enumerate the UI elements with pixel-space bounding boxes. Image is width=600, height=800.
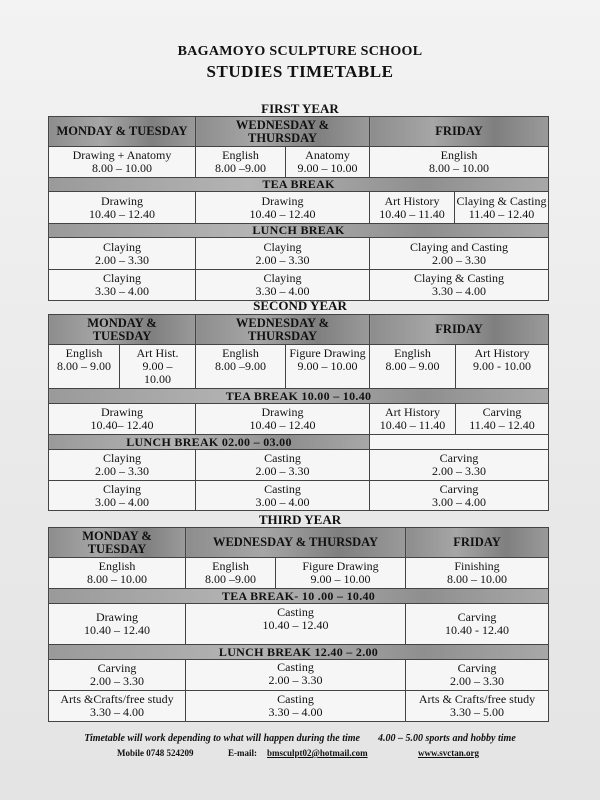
website-link: www.svctan.org <box>418 748 479 758</box>
header-friday: FRIDAY <box>406 528 549 558</box>
table-cell: Art Hist. 9.00 – 10.00 <box>120 345 196 389</box>
document-title: STUDIES TIMETABLE <box>206 62 394 81</box>
header-friday: FRIDAY <box>370 315 549 345</box>
table-cell: Carving 2.00 – 3.30 <box>370 450 549 481</box>
sports-time-note: 4.00 – 5.00 sports and hobby time <box>377 733 516 744</box>
table-cell: English 8.00 – 10.00 <box>49 558 186 589</box>
tea-break-banner: TEA BREAK <box>49 178 549 192</box>
timetable-note: Timetable will work depending to what will happen during the time <box>84 733 360 744</box>
footer-note <box>0 733 600 744</box>
lunch-break-banner: LUNCH BREAK 02.00 – 03.00 <box>49 435 370 450</box>
table-cell: Claying 3.00 – 4.00 <box>49 481 196 511</box>
mobile-number: Mobile 0748 524209 <box>117 748 194 758</box>
table-cell: Drawing 10.40 – 12.40 <box>196 404 370 435</box>
table-cell: Claying & Casting 3.30 – 4.00 <box>370 270 549 301</box>
header-wednesday-thursday: WEDNESDAY & THURSDAY <box>186 528 406 558</box>
table-cell: Drawing 10.40 – 12.40 <box>196 192 370 224</box>
table-cell: English 8.00 – 9.00 <box>370 345 456 389</box>
email-address: bmsculpt02@hotmail.com <box>267 748 368 758</box>
header-monday-tuesday: MONDAY & TUESDAY <box>49 528 186 558</box>
school-name: BAGAMOYO SCULPTURE SCHOOL <box>177 44 423 59</box>
table-cell: Arts &Crafts/free study 3.30 – 4.00 <box>49 691 186 722</box>
email-label: E-mail: <box>228 748 257 758</box>
table-cell: Art History 9.00 - 10.00 <box>456 345 549 389</box>
tea-break-banner: TEA BREAK- 10 .00 – 10.40 <box>49 589 549 604</box>
table-cell: English 8.00 –9.00 <box>186 558 276 589</box>
table-cell: Carving 3.00 – 4.00 <box>370 481 549 511</box>
table-cell: Casting 10.40 – 12.40 <box>186 604 406 645</box>
third-year-label: THIRD YEAR <box>258 512 342 527</box>
table-cell: Carving 10.40 - 12.40 <box>406 604 549 645</box>
second-year-label: SECOND YEAR <box>253 298 347 313</box>
third-year-table <box>48 527 549 722</box>
table-cell: Art History 10.40 – 11.40 <box>370 404 456 435</box>
table-cell: Finishing 8.00 – 10.00 <box>406 558 549 589</box>
table-cell: Claying 3.30 – 4.00 <box>49 270 196 301</box>
lunch-break-banner: LUNCH BREAK 12.40 – 2.00 <box>49 645 549 660</box>
table-cell: Carving 2.00 – 3.30 <box>406 660 549 691</box>
lunch-break-banner: LUNCH BREAK <box>49 224 549 238</box>
table-cell: Claying and Casting 2.00 – 3.30 <box>370 238 549 270</box>
table-cell: Figure Drawing 9.00 – 10.00 <box>276 558 406 589</box>
table-cell: Drawing 10.40 – 12.40 <box>49 604 186 645</box>
table-cell: Claying 2.00 – 3.30 <box>49 238 196 270</box>
header-friday: FRIDAY <box>370 117 549 147</box>
header-wednesday-thursday: WEDNESDAY & THURSDAY <box>196 315 370 345</box>
table-cell: Casting 2.00 – 3.30 <box>196 450 370 481</box>
table-cell: Carving 2.00 – 3.30 <box>49 660 186 691</box>
table-cell: Drawing + Anatomy 8.00 – 10.00 <box>49 147 196 178</box>
table-cell <box>370 435 549 450</box>
table-cell: Art History 10.40 – 11.40 Claying & Casting 11.40 – 12.40 <box>370 192 549 224</box>
table-cell: Carving 11.40 – 12.40 <box>456 404 549 435</box>
table-cell: English 8.00 – 10.00 <box>370 147 549 178</box>
table-cell: Figure Drawing 9.00 – 10.00 <box>286 345 370 389</box>
table-cell: Anatomy 9.00 – 10.00 <box>286 147 370 178</box>
header-monday-tuesday: MONDAY & TUESDAY <box>49 117 196 147</box>
first-year-table <box>48 116 549 301</box>
tea-break-banner: TEA BREAK 10.00 – 10.40 <box>49 389 549 404</box>
table-cell: Casting 3.00 – 4.00 <box>196 481 370 511</box>
table-cell: Casting 2.00 – 3.30 <box>186 660 406 691</box>
table-cell: Claying 2.00 – 3.30 <box>49 450 196 481</box>
table-cell: Casting 3.30 – 4.00 <box>186 691 406 722</box>
header-wednesday-thursday: WEDNESDAY & THURSDAY <box>196 117 370 147</box>
table-cell: Drawing 10.40– 12.40 <box>49 404 196 435</box>
table-cell: Drawing 10.40 – 12.40 <box>49 192 196 224</box>
table-cell: Arts & Crafts/free study 3.30 – 5.00 <box>406 691 549 722</box>
table-cell: English 8.00 – 9.00 <box>49 345 120 389</box>
table-cell: English 8.00 –9.00 <box>196 345 286 389</box>
second-year-table <box>48 314 549 511</box>
table-cell: English 8.00 –9.00 <box>196 147 286 178</box>
table-cell: Claying 3.30 – 4.00 <box>196 270 370 301</box>
first-year-label: FIRST YEAR <box>261 101 339 116</box>
header-monday-tuesday: MONDAY & TUESDAY <box>49 315 196 345</box>
table-cell: Claying 2.00 – 3.30 <box>196 238 370 270</box>
